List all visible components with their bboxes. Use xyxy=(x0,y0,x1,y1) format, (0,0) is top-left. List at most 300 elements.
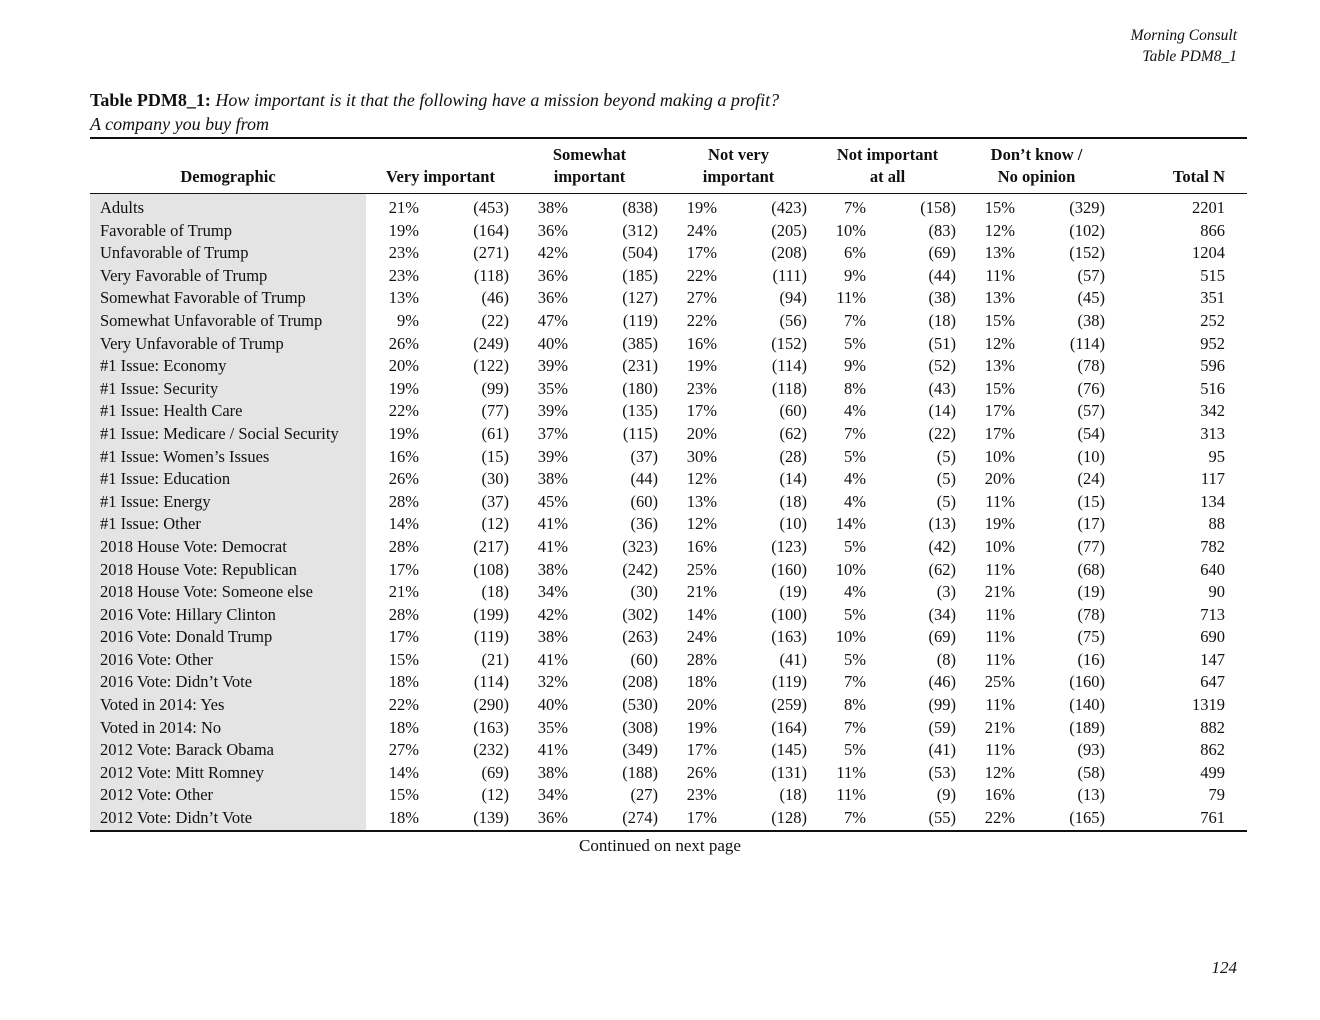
cell-percent: 38% xyxy=(537,627,569,647)
cell-percent: 36% xyxy=(537,808,569,828)
cell-percent: 13% xyxy=(686,491,718,511)
cell-percent: 30% xyxy=(686,446,718,466)
cell-count: (41) xyxy=(928,740,957,760)
cell-count: (135) xyxy=(622,401,659,421)
cell-count: (249) xyxy=(473,333,510,353)
row-demographic: 2018 House Vote: Someone else xyxy=(90,581,366,604)
cell-total-n: 782 xyxy=(1200,536,1226,556)
cell-percent: 45% xyxy=(537,491,569,511)
cell-count: (83) xyxy=(928,220,957,240)
cell-count: (28) xyxy=(779,446,808,466)
cell-percent: 11% xyxy=(985,695,1016,715)
cell-percent: 13% xyxy=(388,288,419,308)
row-demographic: Voted in 2014: No xyxy=(90,717,366,740)
table-row xyxy=(90,739,1247,762)
cell-count: (453) xyxy=(473,198,510,217)
col-dont-know xyxy=(962,138,1111,194)
cell-count: (8) xyxy=(936,649,957,669)
cell-count: (14) xyxy=(928,401,957,421)
cell-percent: 16% xyxy=(388,446,419,466)
cell-percent: 41% xyxy=(537,740,569,760)
cell-count: (530) xyxy=(622,695,659,715)
table-row xyxy=(90,694,1247,717)
cell-percent: 41% xyxy=(537,649,569,669)
cell-percent: 28% xyxy=(686,649,718,669)
cell-percent: 42% xyxy=(537,243,569,263)
cell-count: (208) xyxy=(622,672,659,692)
cell-percent: 19% xyxy=(686,198,718,217)
cell-count: (24) xyxy=(1077,469,1106,489)
cell-total-n: 882 xyxy=(1200,717,1226,737)
cell-percent: 11% xyxy=(985,604,1016,624)
cell-percent: 38% xyxy=(537,559,569,579)
cell-percent: 19% xyxy=(388,423,419,443)
cell-percent: 15% xyxy=(388,785,419,805)
cell-total-n: 499 xyxy=(1200,762,1226,782)
row-demographic: #1 Issue: Other xyxy=(90,513,366,536)
col-dk-line1: Don’t know / xyxy=(990,145,1083,164)
cell-count: (180) xyxy=(622,378,659,398)
cell-total-n: 2201 xyxy=(1192,198,1226,217)
cell-percent: 23% xyxy=(686,785,718,805)
cell-count: (163) xyxy=(771,627,808,647)
cell-count: (10) xyxy=(779,514,808,534)
cell-percent: 7% xyxy=(844,808,867,828)
cell-count: (13) xyxy=(928,514,957,534)
cell-percent: 40% xyxy=(537,333,569,353)
cell-percent: 39% xyxy=(537,401,569,421)
cell-count: (217) xyxy=(473,536,510,556)
cell-percent: 19% xyxy=(388,220,419,240)
cell-percent: 27% xyxy=(686,288,718,308)
cell-percent: 18% xyxy=(686,672,718,692)
cell-count: (152) xyxy=(771,333,808,353)
cell-percent: 11% xyxy=(836,785,867,805)
cell-percent: 11% xyxy=(985,491,1016,511)
cell-total-n: 516 xyxy=(1200,378,1226,398)
cell-count: (163) xyxy=(473,717,510,737)
cell-percent: 7% xyxy=(844,672,867,692)
cell-count: (69) xyxy=(481,762,510,782)
cell-total-n: 690 xyxy=(1200,627,1226,647)
cell-count: (302) xyxy=(622,604,659,624)
cell-count: (349) xyxy=(622,740,659,760)
row-demographic: 2012 Vote: Barack Obama xyxy=(90,739,366,762)
cell-count: (15) xyxy=(1077,491,1106,511)
cell-count: (122) xyxy=(473,356,510,376)
cell-percent: 7% xyxy=(844,717,867,737)
row-demographic: Somewhat Unfavorable of Trump xyxy=(90,310,366,333)
cell-count: (68) xyxy=(1077,559,1106,579)
cell-count: (3) xyxy=(936,582,957,602)
cell-percent: 20% xyxy=(686,423,718,443)
cell-percent: 4% xyxy=(844,582,867,602)
cell-percent: 9% xyxy=(844,265,867,285)
cell-percent: 15% xyxy=(984,310,1016,330)
cell-percent: 25% xyxy=(984,672,1016,692)
cell-percent: 40% xyxy=(537,695,569,715)
table-row xyxy=(90,536,1247,559)
table-row xyxy=(90,287,1247,310)
cell-count: (312) xyxy=(622,220,659,240)
cell-count: (308) xyxy=(622,717,659,737)
cell-count: (99) xyxy=(928,695,957,715)
cell-percent: 11% xyxy=(985,649,1016,669)
cell-percent: 32% xyxy=(537,672,569,692)
table-row xyxy=(90,242,1247,265)
cell-count: (199) xyxy=(473,604,510,624)
cell-total-n: 952 xyxy=(1200,333,1226,353)
col-notvery-line2: important xyxy=(702,167,775,186)
table-label: Table PDM8_1: xyxy=(90,90,211,110)
table-row xyxy=(90,626,1247,649)
table-row xyxy=(90,333,1247,356)
cell-percent: 35% xyxy=(537,717,569,737)
cell-count: (78) xyxy=(1077,356,1106,376)
cell-count: (139) xyxy=(473,808,510,828)
col-not-very-important xyxy=(664,138,813,194)
table-title xyxy=(90,88,1237,136)
cell-percent: 39% xyxy=(537,446,569,466)
cell-count: (38) xyxy=(928,288,957,308)
cell-total-n: 647 xyxy=(1200,672,1226,692)
cell-percent: 6% xyxy=(844,243,867,263)
cell-percent: 19% xyxy=(388,378,419,398)
cell-count: (9) xyxy=(936,785,957,805)
cell-count: (55) xyxy=(928,808,957,828)
continued-note: Continued on next page xyxy=(579,836,741,855)
crosstab-table xyxy=(90,137,1247,832)
cell-percent: 5% xyxy=(844,536,867,556)
row-demographic: #1 Issue: Energy xyxy=(90,491,366,514)
cell-percent: 17% xyxy=(686,401,718,421)
cell-percent: 36% xyxy=(537,265,569,285)
table-row xyxy=(90,355,1247,378)
row-demographic: 2012 Vote: Other xyxy=(90,784,366,807)
col-not-important-at-all xyxy=(813,138,962,194)
cell-count: (56) xyxy=(779,310,808,330)
table-row xyxy=(90,807,1247,831)
cell-count: (119) xyxy=(771,672,808,692)
cell-total-n: 640 xyxy=(1200,559,1226,579)
cell-percent: 12% xyxy=(984,333,1016,353)
cell-total-n: 117 xyxy=(1200,469,1226,489)
table-row xyxy=(90,649,1247,672)
cell-count: (30) xyxy=(630,582,659,602)
cell-count: (263) xyxy=(622,627,659,647)
cell-percent: 28% xyxy=(388,604,419,624)
cell-count: (323) xyxy=(622,536,659,556)
cell-percent: 8% xyxy=(844,378,867,398)
cell-count: (232) xyxy=(473,740,510,760)
cell-count: (30) xyxy=(481,469,510,489)
row-demographic: 2018 House Vote: Democrat xyxy=(90,536,366,559)
cell-total-n: 252 xyxy=(1200,310,1226,330)
cell-percent: 19% xyxy=(686,356,718,376)
cell-percent: 39% xyxy=(537,356,569,376)
cell-count: (504) xyxy=(622,243,659,263)
cell-count: (111) xyxy=(772,265,808,285)
cell-count: (42) xyxy=(928,536,957,556)
table-row xyxy=(90,717,1247,740)
cell-percent: 21% xyxy=(686,582,718,602)
cell-count: (62) xyxy=(779,423,808,443)
cell-total-n: 761 xyxy=(1200,808,1226,828)
cell-total-n: 147 xyxy=(1200,649,1226,669)
cell-count: (13) xyxy=(1077,785,1106,805)
cell-count: (62) xyxy=(928,559,957,579)
cell-count: (18) xyxy=(481,582,510,602)
row-demographic: #1 Issue: Medicare / Social Security xyxy=(90,423,366,446)
col-somewhat-important xyxy=(515,138,664,194)
cell-count: (140) xyxy=(1069,695,1106,715)
cell-count: (53) xyxy=(928,762,957,782)
cell-count: (22) xyxy=(928,423,957,443)
cell-count: (18) xyxy=(779,491,808,511)
cell-percent: 36% xyxy=(537,288,569,308)
cell-count: (123) xyxy=(771,536,808,556)
cell-percent: 16% xyxy=(686,536,718,556)
cell-percent: 23% xyxy=(388,243,419,263)
cell-count: (5) xyxy=(936,491,957,511)
cell-percent: 24% xyxy=(686,220,718,240)
cell-percent: 4% xyxy=(844,469,867,489)
cell-count: (75) xyxy=(1077,627,1106,647)
cell-count: (60) xyxy=(779,401,808,421)
cell-percent: 5% xyxy=(844,604,867,624)
cell-percent: 20% xyxy=(388,356,419,376)
cell-percent: 27% xyxy=(388,740,419,760)
cell-percent: 21% xyxy=(984,582,1016,602)
cell-count: (165) xyxy=(1069,808,1106,828)
row-demographic: 2016 Vote: Hillary Clinton xyxy=(90,604,366,627)
cell-percent: 42% xyxy=(537,604,569,624)
cell-count: (22) xyxy=(481,310,510,330)
cell-percent: 12% xyxy=(984,220,1016,240)
cell-percent: 5% xyxy=(844,740,867,760)
table-row xyxy=(90,491,1247,514)
cell-percent: 9% xyxy=(397,310,419,330)
cell-count: (290) xyxy=(473,695,510,715)
cell-percent: 19% xyxy=(686,717,718,737)
cell-count: (45) xyxy=(1077,288,1106,308)
row-demographic: #1 Issue: Health Care xyxy=(90,400,366,423)
page-number: 124 xyxy=(1211,958,1237,977)
cell-count: (21) xyxy=(481,649,510,669)
cell-percent: 18% xyxy=(388,672,419,692)
cell-percent: 10% xyxy=(984,446,1016,466)
table-row xyxy=(90,265,1247,288)
cell-count: (12) xyxy=(481,785,510,805)
table-row xyxy=(90,194,1247,220)
cell-percent: 25% xyxy=(686,559,718,579)
cell-percent: 10% xyxy=(835,627,867,647)
table-row xyxy=(90,310,1247,333)
cell-percent: 19% xyxy=(984,514,1016,534)
cell-count: (119) xyxy=(622,310,659,330)
cell-percent: 11% xyxy=(985,740,1016,760)
cell-count: (274) xyxy=(622,808,659,828)
cell-count: (58) xyxy=(1077,762,1106,782)
col-notimp-line2: at all xyxy=(869,167,906,186)
cell-percent: 13% xyxy=(984,356,1016,376)
cell-percent: 12% xyxy=(686,514,718,534)
cell-percent: 4% xyxy=(844,401,867,421)
cell-count: (18) xyxy=(779,785,808,805)
cell-percent: 18% xyxy=(388,717,419,737)
table-row xyxy=(90,400,1247,423)
cell-percent: 34% xyxy=(537,785,569,805)
cell-percent: 22% xyxy=(686,265,718,285)
cell-percent: 4% xyxy=(844,491,867,511)
cell-total-n: 862 xyxy=(1200,740,1226,760)
cell-percent: 36% xyxy=(537,220,569,240)
cell-percent: 16% xyxy=(686,333,718,353)
col-dk-line2: No opinion xyxy=(997,167,1076,186)
cell-count: (189) xyxy=(1069,717,1106,737)
cell-percent: 11% xyxy=(985,265,1016,285)
table-subtitle: A company you buy from xyxy=(90,114,269,134)
cell-percent: 17% xyxy=(686,808,718,828)
cell-percent: 41% xyxy=(537,514,569,534)
cell-count: (158) xyxy=(920,198,957,217)
cell-count: (44) xyxy=(928,265,957,285)
table-row xyxy=(90,513,1247,536)
cell-count: (99) xyxy=(481,378,510,398)
cell-percent: 10% xyxy=(835,559,867,579)
cell-percent: 14% xyxy=(686,604,718,624)
cell-count: (160) xyxy=(771,559,808,579)
cell-count: (51) xyxy=(928,333,957,353)
cell-count: (44) xyxy=(630,469,659,489)
cell-count: (46) xyxy=(928,672,957,692)
cell-percent: 22% xyxy=(388,401,419,421)
cell-count: (838) xyxy=(622,198,659,217)
cell-percent: 15% xyxy=(388,649,419,669)
cell-count: (14) xyxy=(779,469,808,489)
cell-total-n: 515 xyxy=(1200,265,1226,285)
col-somewhat-line2: important xyxy=(553,167,626,186)
cell-count: (57) xyxy=(1077,401,1106,421)
table-row xyxy=(90,468,1247,491)
cell-count: (242) xyxy=(622,559,659,579)
cell-percent: 20% xyxy=(686,695,718,715)
cell-total-n: 134 xyxy=(1200,491,1226,511)
col-somewhat-line1: Somewhat xyxy=(552,145,627,164)
col-notvery-line1: Not very xyxy=(708,145,769,164)
cell-percent: 23% xyxy=(686,378,718,398)
col-demographic: Demographic xyxy=(90,138,366,194)
cell-count: (54) xyxy=(1077,423,1106,443)
cell-percent: 38% xyxy=(537,198,569,217)
header-row xyxy=(90,138,1247,194)
cell-total-n: 313 xyxy=(1200,423,1226,443)
cell-count: (93) xyxy=(1077,740,1106,760)
cell-count: (41) xyxy=(779,649,808,669)
cell-percent: 24% xyxy=(686,627,718,647)
cell-count: (27) xyxy=(630,785,659,805)
cell-count: (10) xyxy=(1077,446,1106,466)
cell-percent: 23% xyxy=(388,265,419,285)
col-very-important: Very important xyxy=(366,138,515,194)
row-demographic: Voted in 2014: Yes xyxy=(90,694,366,717)
cell-count: (60) xyxy=(630,649,659,669)
cell-count: (5) xyxy=(936,469,957,489)
cell-count: (164) xyxy=(771,717,808,737)
header-table-ref: Table PDM8_1 xyxy=(1142,48,1237,65)
cell-percent: 14% xyxy=(388,514,419,534)
cell-count: (118) xyxy=(771,378,808,398)
cell-percent: 7% xyxy=(844,423,867,443)
cell-count: (78) xyxy=(1077,604,1106,624)
cell-count: (259) xyxy=(771,695,808,715)
row-demographic: #1 Issue: Economy xyxy=(90,355,366,378)
cell-percent: 17% xyxy=(388,627,419,647)
table-row xyxy=(90,671,1247,694)
cell-count: (19) xyxy=(779,582,808,602)
row-demographic: Very Favorable of Trump xyxy=(90,265,366,288)
cell-count: (108) xyxy=(473,559,510,579)
cell-percent: 16% xyxy=(984,785,1016,805)
cell-percent: 13% xyxy=(984,243,1016,263)
table-row xyxy=(90,559,1247,582)
cell-percent: 17% xyxy=(984,423,1016,443)
cell-count: (208) xyxy=(771,243,808,263)
cell-count: (119) xyxy=(473,627,510,647)
cell-percent: 17% xyxy=(388,559,419,579)
cell-percent: 35% xyxy=(537,378,569,398)
cell-count: (18) xyxy=(928,310,957,330)
cell-count: (271) xyxy=(473,243,510,263)
row-demographic: Somewhat Favorable of Trump xyxy=(90,287,366,310)
cell-count: (36) xyxy=(630,514,659,534)
cell-percent: 17% xyxy=(686,243,718,263)
cell-percent: 37% xyxy=(537,423,569,443)
page-header xyxy=(1131,25,1237,67)
cell-percent: 15% xyxy=(984,378,1016,398)
cell-total-n: 79 xyxy=(1208,785,1226,805)
cell-percent: 47% xyxy=(537,310,569,330)
cell-count: (12) xyxy=(481,514,510,534)
cell-percent: 5% xyxy=(844,446,867,466)
cell-count: (131) xyxy=(771,762,808,782)
cell-count: (76) xyxy=(1077,378,1106,398)
cell-count: (423) xyxy=(771,198,808,217)
cell-total-n: 90 xyxy=(1208,582,1226,602)
cell-percent: 26% xyxy=(686,762,718,782)
row-demographic: 2018 House Vote: Republican xyxy=(90,559,366,582)
cell-count: (34) xyxy=(928,604,957,624)
cell-percent: 38% xyxy=(537,469,569,489)
row-demographic: Adults xyxy=(90,194,366,220)
cell-total-n: 95 xyxy=(1208,446,1226,466)
cell-percent: 28% xyxy=(388,491,419,511)
cell-percent: 8% xyxy=(844,695,867,715)
cell-percent: 11% xyxy=(985,559,1016,579)
cell-percent: 22% xyxy=(686,310,718,330)
cell-percent: 10% xyxy=(835,220,867,240)
cell-percent: 20% xyxy=(984,469,1016,489)
cell-count: (115) xyxy=(622,423,659,443)
cell-percent: 26% xyxy=(388,469,419,489)
header-org: Morning Consult xyxy=(1130,27,1237,44)
cell-percent: 14% xyxy=(388,762,419,782)
cell-percent: 22% xyxy=(388,695,419,715)
cell-count: (37) xyxy=(481,491,510,511)
cell-count: (46) xyxy=(481,288,510,308)
cell-count: (152) xyxy=(1069,243,1106,263)
cell-count: (118) xyxy=(473,265,510,285)
